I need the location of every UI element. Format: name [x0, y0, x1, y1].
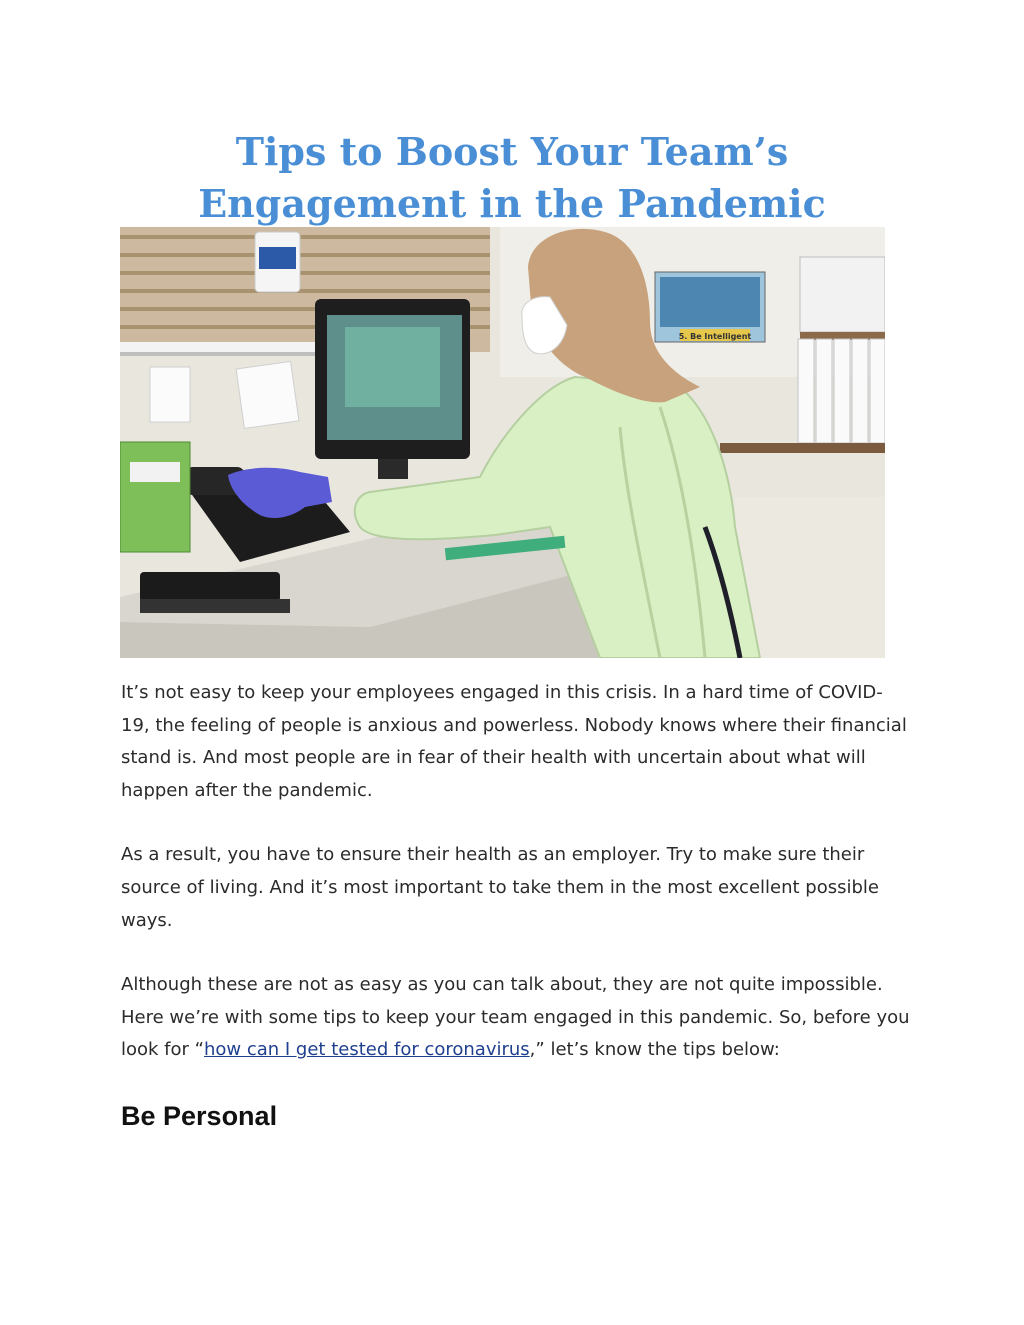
- paragraph-employer: As a result, you have to ensure their health as an employer. Try to make sure their source of living. And it’s most important to take them in the most excellent possible ways.: [121, 844, 879, 931]
- computer-monitor: [315, 299, 470, 479]
- section-heading-be-personal: Be Personal: [121, 1100, 278, 1131]
- wall-note: [236, 361, 299, 428]
- article-title-line-1: Tips to Boost Your Team’s: [235, 129, 789, 174]
- wall-note: [150, 367, 190, 422]
- article-title: [120, 126, 904, 230]
- healthcare-worker-illustration: [120, 227, 885, 658]
- poster-sign-text: 5. Be Intelligent: [678, 332, 752, 341]
- shelf-right: [720, 443, 885, 453]
- hero-photo: [120, 227, 885, 658]
- bulletin-board: [800, 257, 885, 332]
- article-body: [121, 677, 911, 1133]
- article-title-line-2: Engagement in the Pandemic: [198, 181, 826, 226]
- paragraph-tips-intro: [121, 969, 911, 1067]
- paragraph-tips-text-before: Although these are not as easy as you can talk about, they are not quite impossible. Here we’re with some tips to keep your team engaged in this pandemic. So, before you look for “: [121, 974, 910, 1061]
- glove-box: [120, 442, 190, 552]
- paragraph-tips-text-after: ,” let’s know the tips below:: [529, 1039, 780, 1061]
- coronavirus-test-link[interactable]: how can I get tested for coronavirus: [203, 1039, 530, 1061]
- paragraph-intro: It’s not easy to keep your employees engaged in this crisis. In a hard time of COVID-19, the feeling of people is anxious and powerless. Nobody knows where their financial stand is. And most people are in fear of their health with uncertain about what will happen after the pandemic.: [121, 682, 907, 801]
- binder-row: [798, 332, 885, 443]
- stapler: [140, 572, 280, 602]
